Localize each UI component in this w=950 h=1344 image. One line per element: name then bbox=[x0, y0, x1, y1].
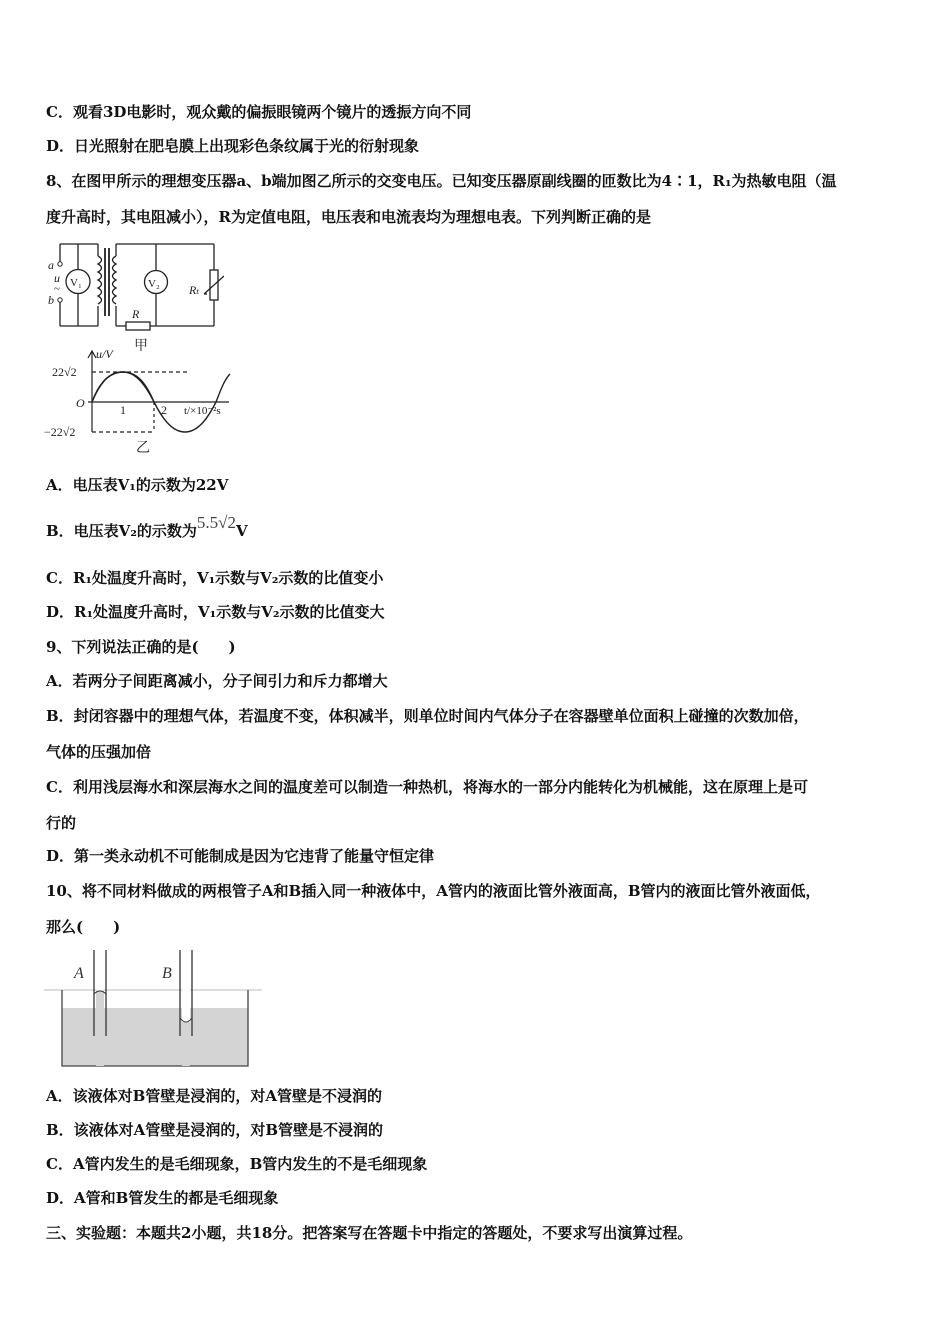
terminal-b-label: b bbox=[48, 293, 54, 307]
waveform-min-label: −22√2 bbox=[44, 425, 76, 439]
q10-option-a: A．该液体对B管壁是浸润的，对A管壁是不浸润的 bbox=[46, 1087, 382, 1105]
voltmeter-v1-label: V₁ bbox=[70, 277, 82, 289]
q10-option-d: D．A管和B管发生的都是毛细现象 bbox=[46, 1189, 279, 1207]
question-9: 9、下列说法正确的是( ) bbox=[46, 638, 236, 656]
q9-option-b-line-1: B．封闭容器中的理想气体，若温度不变，体积减半，则单位时间内气体分子在容器壁单位面积上碰撞的次数加倍， bbox=[46, 707, 809, 725]
q9-option-d: D．第一类永动机不可能制成是因为它违背了能量守恒定律 bbox=[46, 847, 435, 865]
figure-jia-caption: 甲 bbox=[134, 339, 148, 354]
terminal-a-label: a bbox=[48, 258, 54, 272]
waveform-max-label: 22√2 bbox=[52, 365, 77, 379]
q8-option-a: A．电压表V₁的示数为22V bbox=[46, 476, 229, 494]
tube-a-label: A bbox=[74, 965, 84, 982]
capillary-tubes-figure bbox=[44, 950, 264, 1070]
question-10-line-2: 那么( ) bbox=[46, 918, 121, 936]
q8-option-d: D．R₁处温度升高时，V₁示数与V₂示数的比值变大 bbox=[46, 603, 385, 621]
thermistor-label: Rₜ bbox=[189, 283, 200, 297]
question-10-line-1: 10、将不同材料做成的两根管子A和B插入同一种液体中，A管内的液面比管外液面高，B管内的液面比管外液面低， bbox=[46, 882, 821, 900]
voltage-u-label: u bbox=[54, 271, 60, 285]
resistor-r-label: R bbox=[132, 307, 140, 321]
figure-yi-caption: 乙 bbox=[136, 441, 150, 456]
waveform-x-axis-label: t/×10⁻²s bbox=[184, 405, 221, 417]
voltmeter-v2-label: V₂ bbox=[148, 278, 160, 290]
q9-option-a: A．若两分子间距离减小，分子间引力和斥力都增大 bbox=[46, 672, 388, 690]
option-c-prev: C．观看3D电影时，观众戴的偏振眼镜两个镜片的透振方向不同 bbox=[46, 103, 472, 121]
transformer-circuit-figure bbox=[44, 236, 224, 356]
q10-option-c: C．A管内发生的是毛细现象，B管内发生的不是毛细现象 bbox=[46, 1155, 428, 1173]
voltage-waveform-figure bbox=[44, 346, 254, 458]
question-8-line-2: 度升高时，其电阻减小），R为定值电阻，电压表和电流表均为理想电表。下列判断正确的是 bbox=[46, 208, 651, 226]
q9-option-b-line-2: 气体的压强加倍 bbox=[46, 743, 152, 761]
q8-option-b-unit: V bbox=[235, 522, 248, 540]
section-3-heading: 三、实验题：本题共2小题，共18分。把答案写在答题卡中指定的答题处，不要求写出演算过程。 bbox=[46, 1224, 693, 1242]
ac-symbol: ~ bbox=[54, 283, 60, 295]
waveform-tick-2: 2 bbox=[161, 403, 167, 417]
q9-option-c-line-2: 行的 bbox=[46, 814, 77, 832]
waveform-y-axis-label: u/V bbox=[96, 347, 113, 361]
q8-option-b bbox=[46, 513, 248, 541]
tube-b-label: B bbox=[162, 965, 172, 982]
q9-option-c-line-1: C．利用浅层海水和深层海水之间的温度差可以制造一种热机，将海水的一部分内能转化为机械能，这在原理上是可 bbox=[46, 778, 808, 796]
option-d-prev: D．日光照射在肥皂膜上出现彩色条纹属于光的衍射现象 bbox=[46, 137, 420, 155]
q10-option-b: B．该液体对A管壁是浸润的，对B管壁是不浸润的 bbox=[46, 1121, 383, 1139]
q8-option-b-math: 5.5√2 bbox=[196, 513, 236, 532]
q8-option-c: C．R₁处温度升高时，V₁示数与V₂示数的比值变小 bbox=[46, 569, 384, 587]
waveform-origin-label: O bbox=[76, 396, 85, 410]
question-8-line-1: 8、在图甲所示的理想变压器a、b端加图乙所示的交变电压。已知变压器原副线圈的匝数比为4∶1，R₁为热敏电阻（温 bbox=[46, 172, 837, 190]
q8-option-b-text: B．电压表V₂的示数为 bbox=[46, 522, 197, 540]
waveform-tick-1: 1 bbox=[120, 403, 126, 417]
